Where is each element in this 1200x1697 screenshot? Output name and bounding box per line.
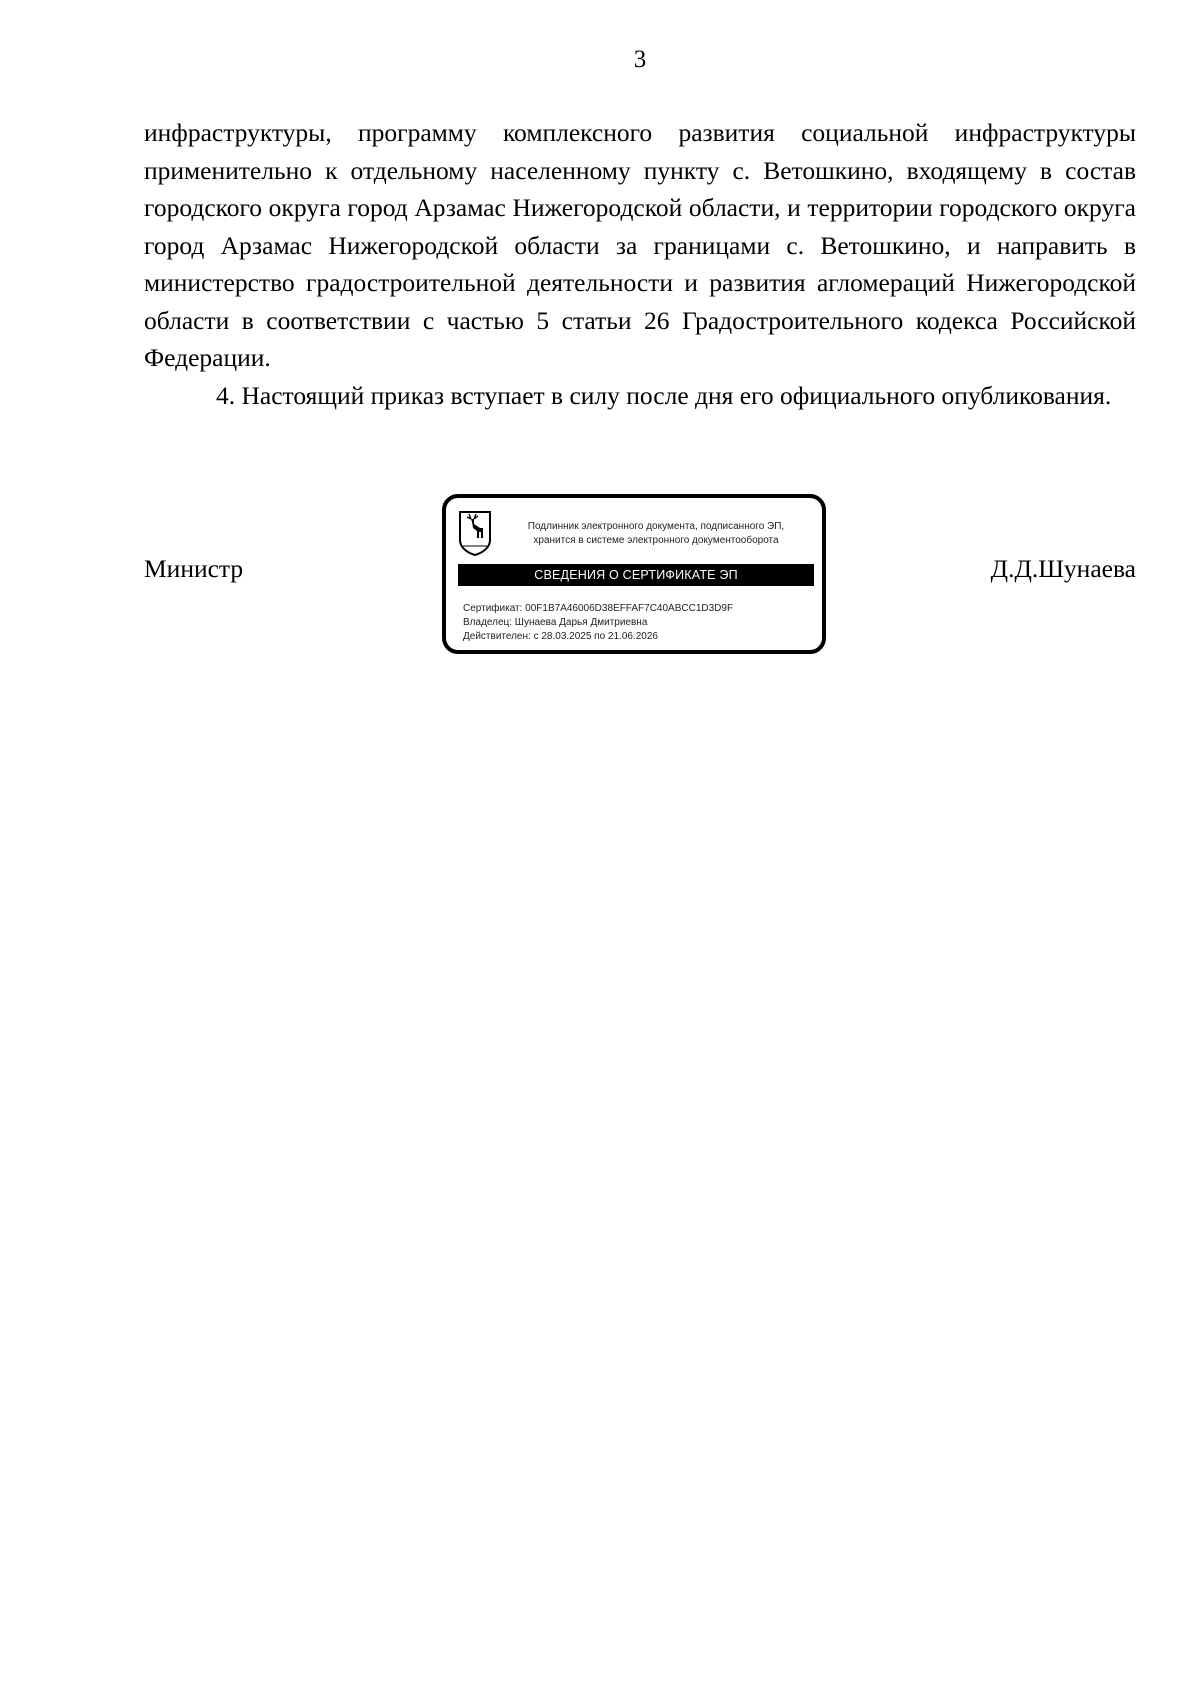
deer-emblem-icon xyxy=(458,510,492,556)
paragraph-item-4: 4. Настоящий приказ вступает в силу после дня его официального опубликования. xyxy=(216,380,1112,410)
certificate-owner: Владелец: Шунаева Дарья Дмитриевна xyxy=(463,617,648,628)
signer-title: Министр xyxy=(144,554,244,583)
paragraph-continuation: инфраструктуры, программу комплексного развития социальной инфраструктуры применительно к отдельному населенному пункту с. Ветошкино, входящему в состав городского округа город Арзамас Нижегородской области, и территории городского округа город Арзамас Нижегородской области за границами с. Ветошкино, и направить в министерство градостроительной деятельности и развития агломераций Нижегородской области в соответствии с частью 5 статьи 26 Градостроительного кодекса Российской Федерации. xyxy=(144,118,1136,372)
signer-name: Д.Д.Шунаева xyxy=(990,554,1136,583)
document-body xyxy=(144,114,1136,414)
stamp-header-line: Подлинник электронного документа, подписанного ЭП, xyxy=(527,521,785,532)
page-number: 3 xyxy=(633,46,647,73)
stamp-header xyxy=(506,520,806,548)
stamp-header-line: хранится в системе электронного документооборота xyxy=(533,535,779,546)
electronic-signature-stamp xyxy=(442,494,826,654)
stamp-details xyxy=(463,602,733,644)
certificate-validity: Действителен: с 28.03.2025 по 21.06.2026 xyxy=(463,631,658,642)
certificate-number: Сертификат: 00F1B7A46006D38EFFAF7C40ABCC1D3D9F xyxy=(463,603,734,614)
stamp-title-bar: СВЕДЕНИЯ О СЕРТИФИКАТЕ ЭП xyxy=(458,564,814,586)
